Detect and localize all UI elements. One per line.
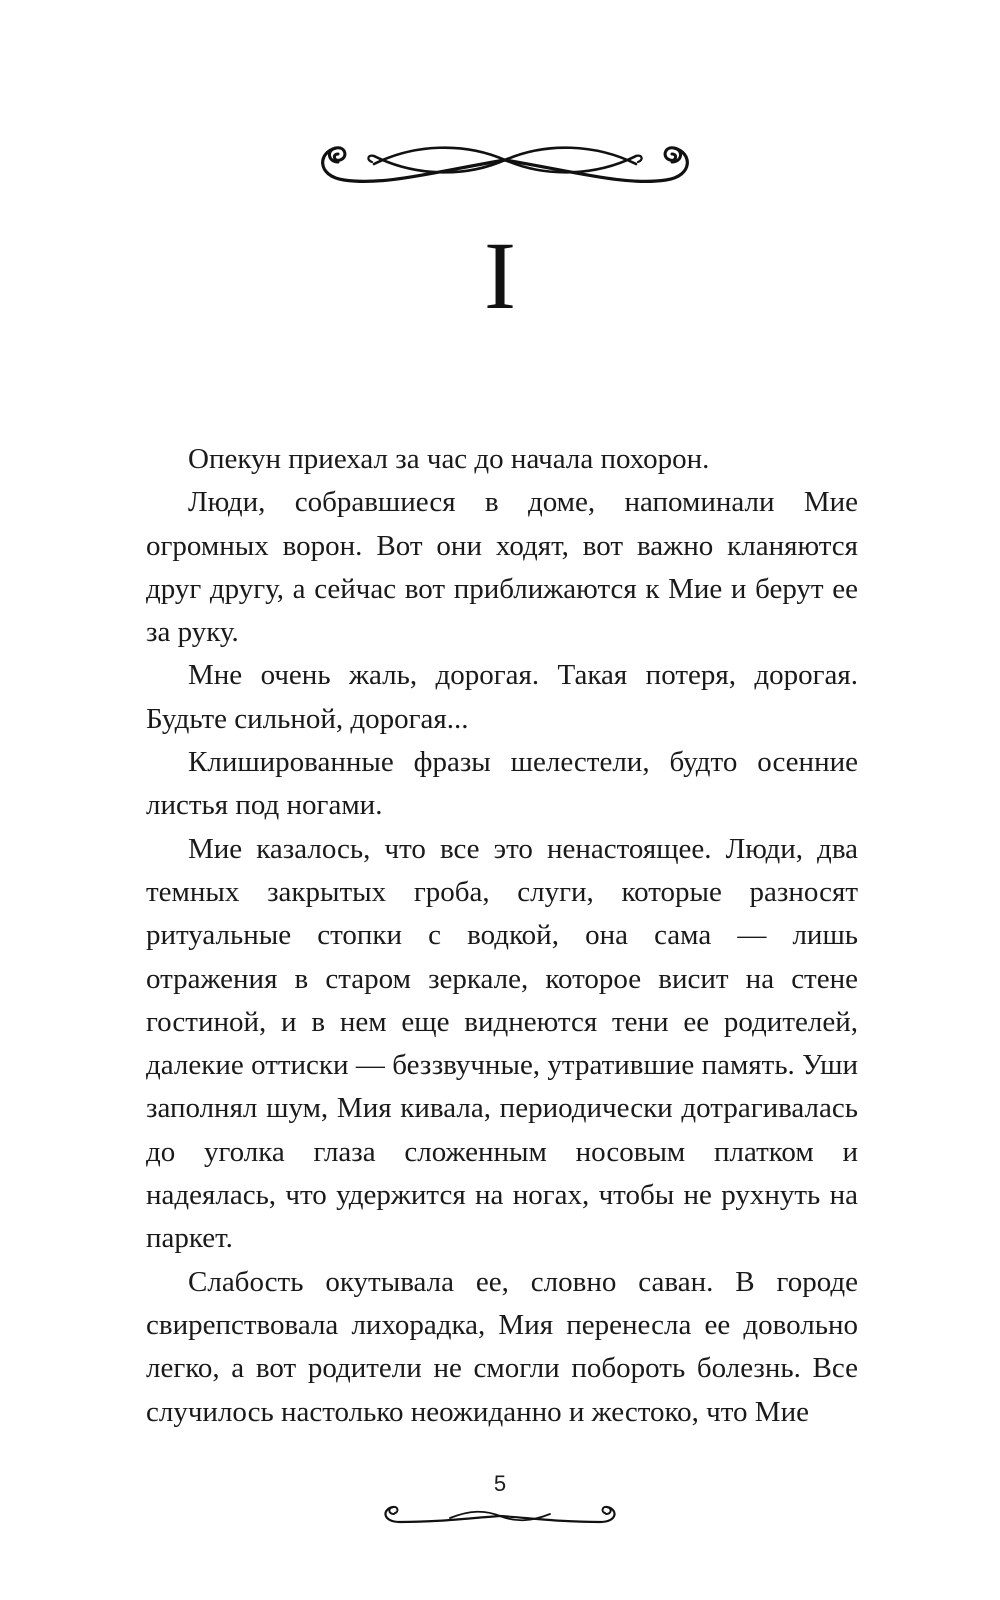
flourish-bottom-icon	[380, 1500, 620, 1530]
paragraph: Слабость окутывала ее, словно саван. В городе свирепствовала лихорадка, Мия перенесла ее довольно легко, а вот родители не смогли побороть болезнь. Все случилось настолько неожиданно и жестоко, что Мие	[146, 1265, 858, 1428]
paragraph: Опекун приехал за час до начала похорон.	[188, 443, 710, 475]
page-number: 5	[493, 1471, 507, 1496]
paragraph: Клишированные фразы шелестели, будто осенние листья под ногами.	[146, 746, 858, 822]
chapter-numeral: I	[484, 222, 516, 329]
paragraph: Мие казалось, что все это ненастоящее. Люди, два темных закрытых гроба, слуги, которые разносят ритуальные стопки с водкой, она сама — лишь отражения в старом зеркале, которое висит на стене гостиной, и в нем еще виднеются тени ее родителей, далекие оттиски — беззвучные, утратившие память. Уши заполнял шум, Мия кивала, периодически дотрагивалась до уголка глаза сложенным носовым платком и надеялась, что удержится на ногах, чтобы не рухнуть на паркет.	[146, 832, 858, 1255]
paragraph: Мне очень жаль, дорогая. Такая потеря, дорогая. Будьте сильной, дорогая...	[146, 659, 858, 735]
paragraph: Люди, собравшиеся в доме, напоминали Мие огромных ворон. Вот они ходят, вот важно кланяются друг другу, а сейчас вот приближаются к Мие и берут ее за руку.	[146, 486, 858, 649]
body-text	[146, 438, 858, 1434]
flourish-top-icon	[314, 132, 696, 190]
